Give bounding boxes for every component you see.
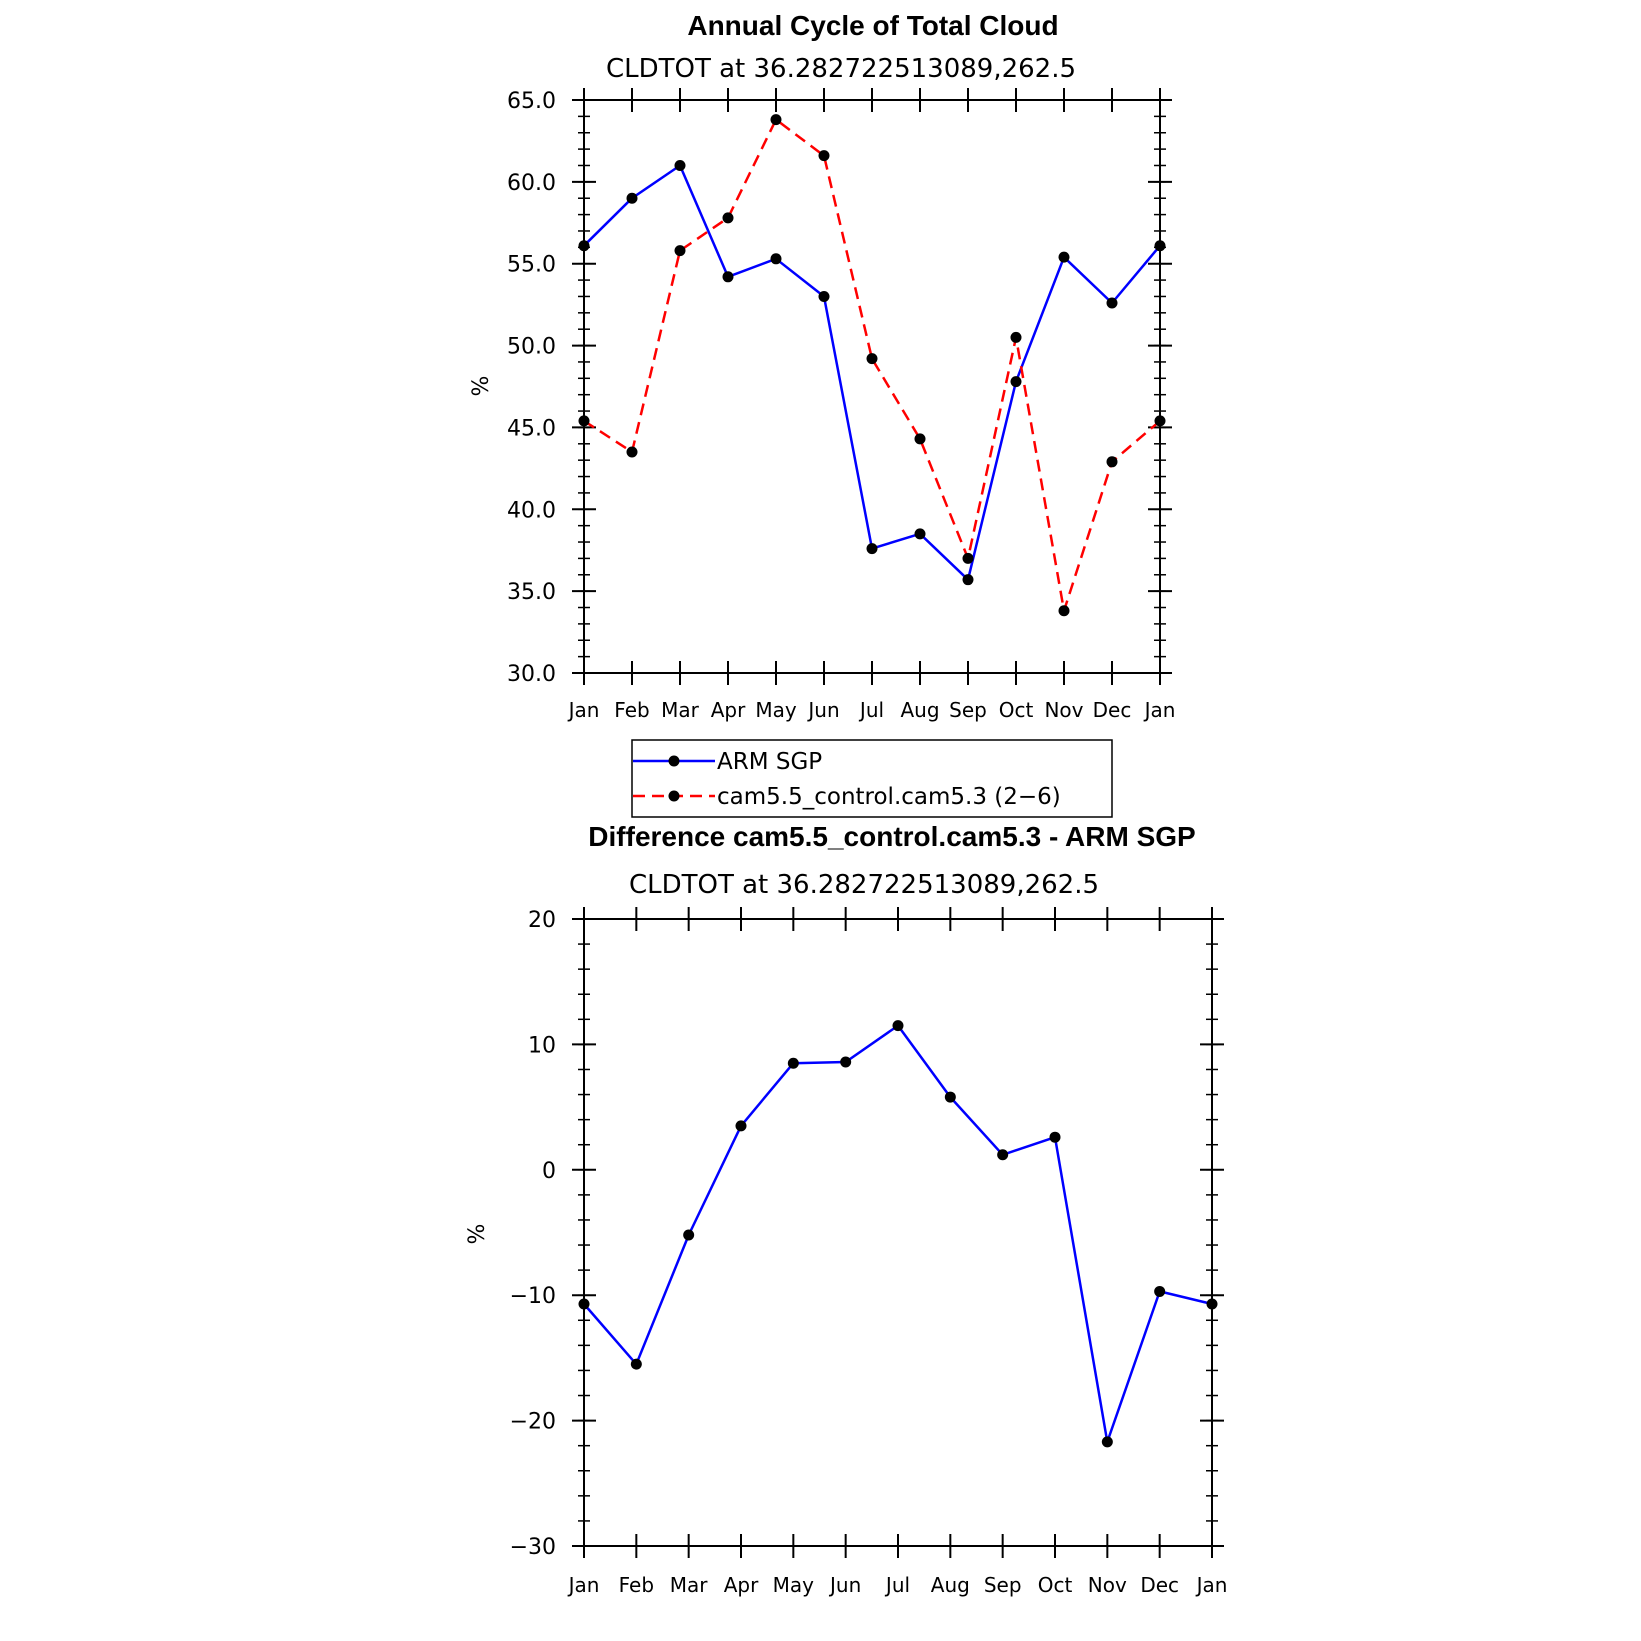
- data-point: [1102, 1436, 1113, 1447]
- data-point: [893, 1020, 904, 1031]
- x-tick-label: Apr: [710, 698, 746, 722]
- x-tick-label: Aug: [900, 698, 940, 722]
- chart-title: Annual Cycle of Total Cloud: [687, 10, 1059, 41]
- data-point: [1155, 415, 1166, 426]
- y-tick-label: −10: [509, 1284, 556, 1310]
- legend-swatch-marker: [669, 756, 680, 767]
- data-point: [819, 291, 830, 302]
- data-point: [1011, 332, 1022, 343]
- x-tick-label: Sep: [983, 1573, 1022, 1597]
- data-point: [771, 253, 782, 264]
- x-tick-label: May: [755, 698, 797, 722]
- data-point: [627, 446, 638, 457]
- x-tick-label: Feb: [614, 698, 650, 722]
- data-point: [675, 245, 686, 256]
- chart-difference: [465, 821, 1227, 1597]
- data-point: [867, 543, 878, 554]
- x-tick-label: Nov: [1087, 1573, 1127, 1597]
- x-tick-label: Jun: [830, 1573, 862, 1597]
- x-tick-label: Oct: [1037, 1573, 1073, 1597]
- data-point: [736, 1120, 747, 1131]
- data-point: [1011, 376, 1022, 387]
- plot-area: [510, 907, 1228, 1597]
- x-tick-label: Dec: [1140, 1573, 1180, 1597]
- legend-label: ARM SGP: [717, 749, 823, 775]
- data-point: [675, 160, 686, 171]
- data-point: [723, 271, 734, 282]
- y-tick-label: 0: [542, 1158, 556, 1184]
- y-tick-label: 55.0: [507, 252, 556, 278]
- series-line-2: [584, 120, 1160, 611]
- data-point: [963, 553, 974, 564]
- plot-area: [507, 88, 1175, 722]
- data-point: [788, 1058, 799, 1069]
- series-line-1: [584, 166, 1160, 580]
- data-point: [1059, 605, 1070, 616]
- data-point: [579, 415, 590, 426]
- x-tick-label: Jul: [859, 698, 885, 722]
- data-point: [915, 528, 926, 539]
- data-point: [945, 1092, 956, 1103]
- legend-swatch-marker: [669, 791, 680, 802]
- data-point: [1050, 1132, 1061, 1143]
- y-tick-label: 45.0: [507, 416, 556, 442]
- x-tick-label: Apr: [723, 1573, 759, 1597]
- data-point: [1059, 252, 1070, 263]
- legend-label: cam5.5_control.cam5.3 (2−6): [717, 784, 1061, 810]
- x-tick-label: Jan: [568, 698, 600, 722]
- data-point: [1107, 456, 1118, 467]
- y-tick-label: 40.0: [507, 498, 556, 524]
- data-point: [771, 114, 782, 125]
- y-tick-label: 10: [528, 1033, 556, 1059]
- x-tick-label: Feb: [618, 1573, 655, 1597]
- y-tick-label: −30: [509, 1535, 556, 1560]
- y-axis-label: %: [465, 1223, 490, 1245]
- y-tick-label: 50.0: [507, 334, 556, 360]
- data-point: [963, 574, 974, 585]
- data-point: [1155, 240, 1166, 251]
- x-tick-label: Mar: [661, 698, 699, 722]
- series-line-1: [584, 1026, 1212, 1442]
- x-tick-label: Sep: [949, 698, 987, 722]
- data-point: [867, 353, 878, 364]
- data-point: [723, 212, 734, 223]
- data-point: [840, 1056, 851, 1067]
- data-point: [1107, 298, 1118, 309]
- data-point: [579, 1298, 590, 1309]
- chart-annual-cycle: [469, 10, 1175, 817]
- data-point: [579, 240, 590, 251]
- y-tick-label: 35.0: [507, 580, 556, 606]
- chart-subtitle: CLDTOT at 36.282722513089,262.5: [605, 54, 1077, 84]
- plot-frame: [584, 919, 1212, 1546]
- data-point: [915, 433, 926, 444]
- chart-title: Difference cam5.5_control.cam5.3 - ARM SGP: [588, 821, 1196, 852]
- plot-frame: [584, 100, 1160, 673]
- data-point: [1154, 1286, 1165, 1297]
- data-point: [1207, 1298, 1218, 1309]
- data-point: [627, 193, 638, 204]
- y-axis-label: %: [469, 375, 494, 397]
- x-tick-label: Jul: [885, 1573, 911, 1597]
- data-point: [631, 1359, 642, 1370]
- chart-subtitle: CLDTOT at 36.282722513089,262.5: [628, 870, 1100, 900]
- x-tick-label: Jan: [568, 1573, 600, 1597]
- x-tick-label: Aug: [930, 1573, 970, 1597]
- x-tick-label: Jan: [1196, 1573, 1228, 1597]
- x-tick-label: Mar: [669, 1573, 708, 1597]
- x-tick-label: May: [772, 1573, 815, 1597]
- x-tick-label: Nov: [1044, 698, 1084, 722]
- x-tick-label: Oct: [998, 698, 1034, 722]
- data-point: [997, 1149, 1008, 1160]
- data-point: [683, 1230, 694, 1241]
- y-tick-label: 65.0: [507, 89, 556, 114]
- y-tick-label: −20: [509, 1409, 556, 1435]
- data-point: [819, 150, 830, 161]
- x-tick-label: Jan: [1144, 698, 1176, 722]
- x-tick-label: Dec: [1092, 698, 1132, 722]
- y-tick-label: 60.0: [507, 170, 556, 196]
- x-tick-label: Jun: [808, 698, 840, 722]
- y-tick-label: 30.0: [507, 662, 556, 687]
- y-tick-label: 20: [528, 908, 556, 933]
- legend: [632, 740, 1112, 817]
